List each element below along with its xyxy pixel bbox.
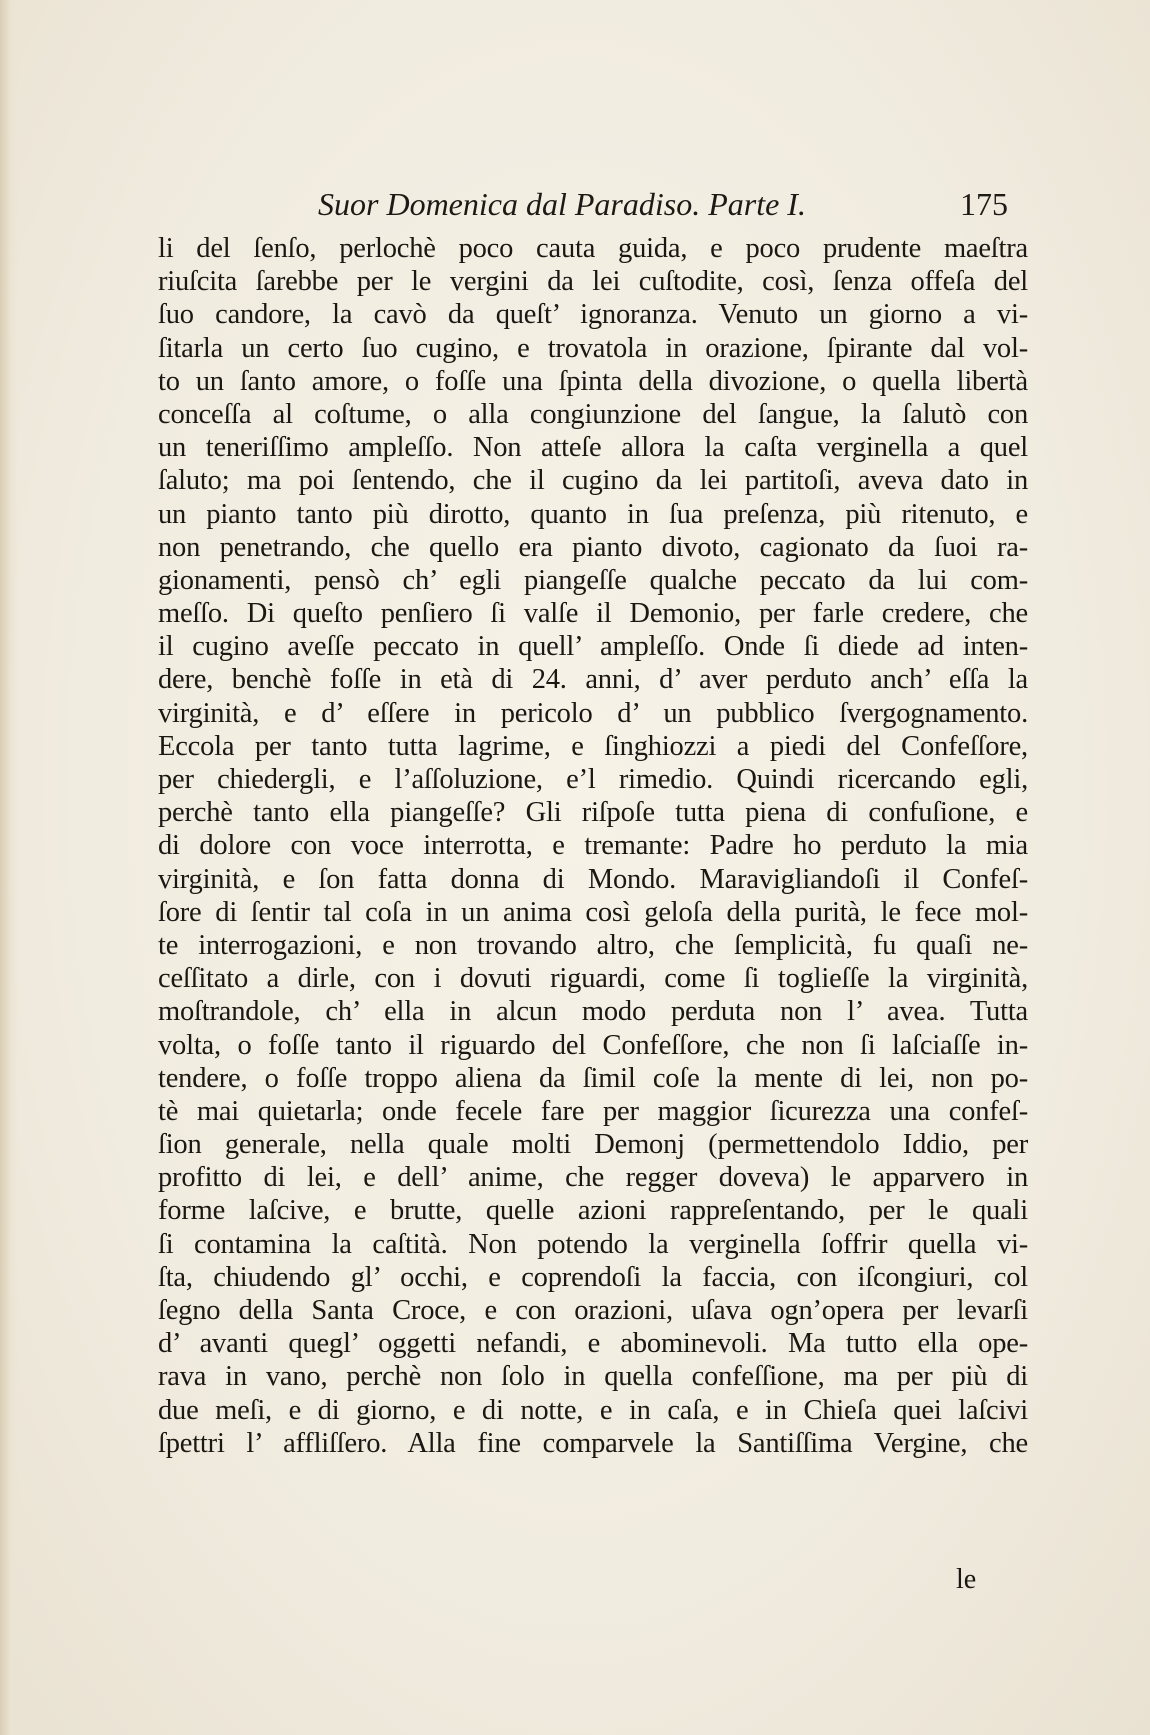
text-line: dere, benchè foſſe in età di 24. anni, d’ aver perduto anch’ eſſa la xyxy=(158,664,1028,696)
text-line: ſegno della Santa Croce, e con orazioni, uſava ogn’opera per levarſi xyxy=(158,1295,1028,1326)
text-line: ceſſitato a dirle, con i dovuti riguardi, come ſi toglieſſe la virginità, xyxy=(158,963,1028,995)
text-line: meſſo. Di queſto penſiero ſi valſe il Demonio, per farle credere, che xyxy=(158,598,1028,630)
text-line: ſuo candore, la cavò da queſt’ ignoranza. Venuto un giorno a vi- xyxy=(158,299,1028,331)
page-number: 175 xyxy=(960,186,1008,222)
text-line: volta, o foſſe tanto il riguardo del Confeſſore, che non ſi laſciaſſe in- xyxy=(158,1029,1028,1061)
text-line: un teneriſſimo ampleſſo. Non atteſe allora la caſta verginella a quel xyxy=(158,432,1028,464)
text-line: forme laſcive, e brutte, quelle azioni rappreſentando, per le quali xyxy=(158,1195,1028,1227)
page-binding-edge xyxy=(0,0,18,1735)
text-line: riuſcita ſarebbe per le vergini da lei cuſtodite, così, ſenza offeſa del xyxy=(158,266,1028,298)
catchword: le xyxy=(956,1564,977,1595)
text-line: ſpettri l’ affliſſero. Alla fine comparvele la Santiſſima Vergine, che xyxy=(158,1427,1028,1459)
text-line: di dolore con voce interrotta, e tremante: Padre ho perduto la mia xyxy=(158,830,1028,862)
text-line: ſore di ſentir tal coſa in un anima così geloſa della purità, le fece mol- xyxy=(158,896,1028,928)
text-line: ſi contamina la caſtità. Non potendo la verginella ſoffrir quella vi- xyxy=(158,1228,1028,1260)
text-line: ſta, chiudendo gl’ occhi, e coprendoſi la faccia, con iſcongiuri, col xyxy=(158,1261,1028,1293)
text-line: due meſi, e di giorno, e di notte, e in caſa, e in Chieſa quei laſcivi xyxy=(158,1394,1028,1426)
text-line: profitto di lei, e dell’ anime, che regger doveva) le apparvero in xyxy=(158,1162,1028,1194)
text-line: tendere, o foſſe troppo aliena da ſimil coſe la mente di lei, non po- xyxy=(158,1062,1028,1094)
text-line: li del ſenſo, perlochè poco cauta guida, e poco prudente maeſtra xyxy=(158,233,1028,264)
text-line: to un ſanto amore, o foſſe una ſpinta della divozione, o quella libertà xyxy=(158,365,1028,397)
text-line: non penetrando, che quello era pianto divoto, cagionato da ſuoi ra- xyxy=(158,531,1028,563)
text-line: perchè tanto ella piangeſſe? Gli riſpoſe tutta piena di confuſione, e xyxy=(158,797,1028,829)
text-line: ſaluto; ma poi ſentendo, che il cugino da lei partitoſi, aveva dato in xyxy=(158,465,1028,497)
running-title: Suor Domenica dal Paradiso. Parte I. xyxy=(318,186,806,222)
text-line: un pianto tanto più dirotto, quanto in ſua preſenza, più ritenuto, e xyxy=(158,498,1028,530)
text-line: ſitarla un certo ſuo cugino, e trovatola in orazione, ſpirante dal vol- xyxy=(158,332,1028,364)
text-line: moſtrandole, ch’ ella in alcun modo perduta non l’ avea. Tutta xyxy=(158,996,1028,1028)
text-line: per chiedergli, e l’aſſoluzione, e’l rimedio. Quindi ricercando egli, xyxy=(158,764,1028,795)
text-line: rava in vano, perchè non ſolo in quella confeſſione, ma per più di xyxy=(158,1361,1028,1393)
text-line: tè mai quietarla; onde fecele fare per maggior ſicurezza una confeſ- xyxy=(158,1095,1028,1127)
text-line: Eccola per tanto tutta lagrime, e ſinghiozzi a piedi del Confeſſore, xyxy=(158,730,1028,762)
text-line: il cugino aveſſe peccato in quell’ ampleſſo. Onde ſi diede ad inten- xyxy=(158,631,1028,663)
text-line: te interrogazioni, e non trovando altro, che ſemplicità, fu quaſi ne- xyxy=(158,929,1028,961)
text-line: conceſſa al coſtume, o alla congiunzione del ſangue, la ſalutò con xyxy=(158,398,1028,430)
body-text xyxy=(158,232,1028,1460)
text-line: d’ avanti quegl’ oggetti nefandi, e abominevoli. Ma tutto ella ope- xyxy=(158,1328,1028,1360)
text-line: gionamenti, pensò ch’ egli piangeſſe qualche peccato da lui com- xyxy=(158,564,1028,596)
page-header xyxy=(318,186,1008,224)
text-line: virginità, e d’ eſſere in pericolo d’ un pubblico ſvergognamento. xyxy=(158,697,1028,729)
text-line: ſion generale, nella quale molti Demonj (permettendolo Iddio, per xyxy=(158,1129,1028,1161)
text-line: virginità, e ſon fatta donna di Mondo. Maravigliandoſi il Confeſ- xyxy=(158,863,1028,895)
